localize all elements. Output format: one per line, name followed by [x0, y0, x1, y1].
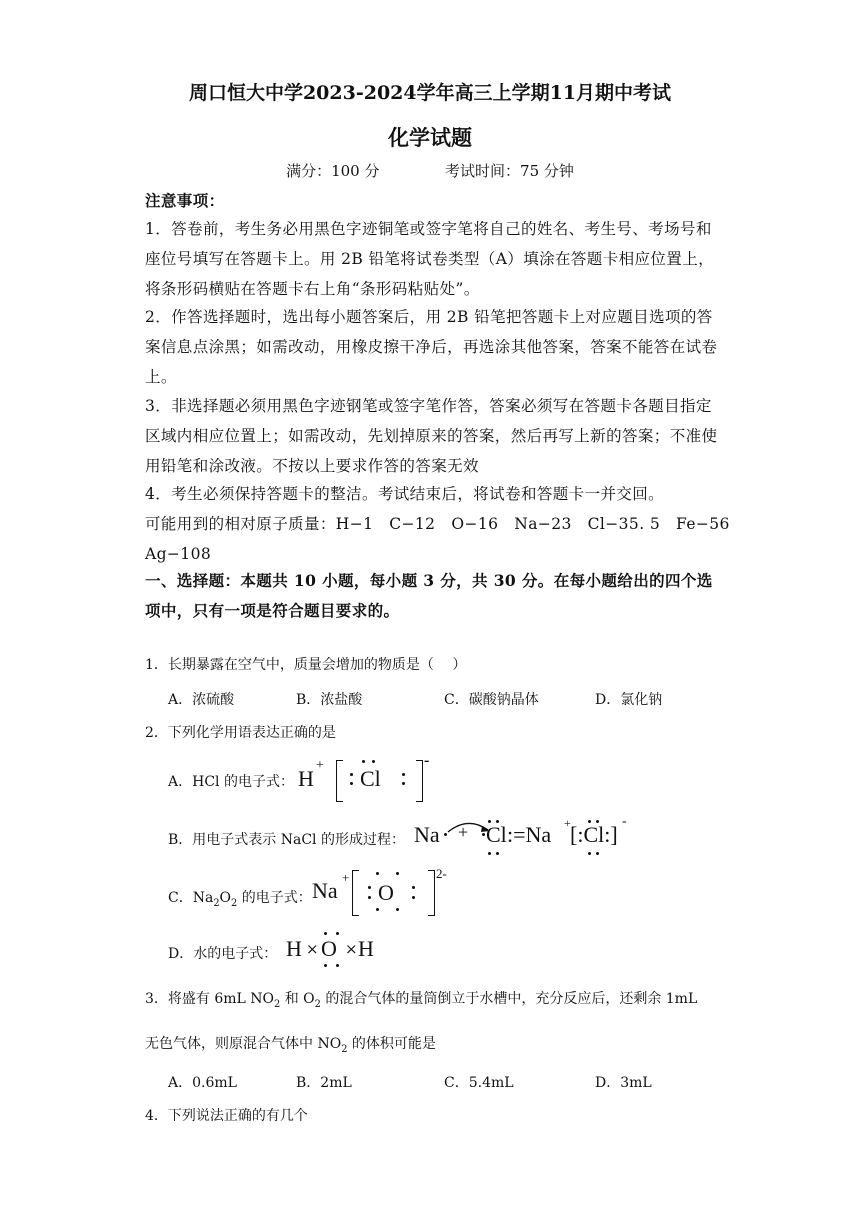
q1-stem: 1．长期暴露在空气中，质量会增加的物质是（ ）	[145, 657, 467, 673]
cl-atom: Cl	[360, 766, 381, 791]
h-atom: H	[358, 936, 374, 961]
na-charge: +	[342, 870, 350, 885]
equals-na: :=Na	[507, 822, 552, 847]
q3-option-b: B．2mL	[296, 1075, 352, 1091]
exam-subtitle: 化学试题	[388, 125, 472, 150]
notice-item-1: 1．答卷前，考生务必用黑色字迹铜笔或签字笔将自己的姓名、考生号、考场号和座位号填写在答题卡上。用 2B 铅笔将试卷类型（A）填涂在答题卡相应位置上，将条形码横贴在答题卡右上角“条形码粘贴处”。	[145, 220, 715, 298]
na-atom: Na	[312, 878, 338, 903]
q2-b-formation-process	[414, 814, 634, 860]
o-atom: O	[321, 936, 337, 961]
q2-option-b-label: B．用电子式表示 NaCl 的形成过程：	[168, 832, 405, 848]
shared-electron-icon: ×	[345, 940, 358, 958]
cl-charge: -	[424, 752, 430, 769]
q3-option-a: A．0.6mL	[168, 1075, 237, 1091]
exam-meta	[0, 160, 860, 181]
chloride-ion: [:Cl:]	[570, 822, 618, 847]
q2-stem: 2．下列化学用语表达正确的是	[145, 725, 336, 741]
exam-title: 周口恒大中学2023-2024学年高三上学期11月期中考试	[188, 82, 672, 104]
chloride-charge: -	[622, 814, 627, 829]
q3-stem-cont: 无色气体，则原混合气体中 $NO_2$ 的体积可能是	[145, 1036, 436, 1055]
atomic-masses: 可能用到的相对原子质量：H−1 C−12 O−16 Na−23 Cl−35. 5 Fe−56	[145, 515, 730, 533]
q1-option-b: B．浓盐酸	[296, 692, 363, 708]
exam-time: 考试时间：75 分钟	[445, 162, 574, 180]
q1-option-d: D．氯化钠	[595, 692, 663, 708]
h-atom: H	[298, 766, 314, 791]
plus-sign: +	[458, 822, 469, 842]
q3-option-c: C．5.4mL	[444, 1075, 514, 1091]
q3-option-d: D．3mL	[595, 1075, 652, 1091]
notice-item-3: 3．非选择题必须用黑色字迹钢笔或签字笔作答，答案必须写在答题卡各题目指定区域内相应位置上；如需改动，先划掉原来的答案，然后再写上新的答案；不准使用铅笔和涂改液。不按以上要求作答的答案无效	[145, 397, 718, 475]
cl-atom: Cl	[486, 822, 507, 847]
q2-option-d-label: D．水的电子式：	[168, 946, 278, 962]
h-atom: H	[286, 936, 302, 961]
atomic-masses-cont: Ag−108	[145, 545, 212, 563]
h-charge: +	[316, 758, 324, 773]
full-score: 满分：100 分	[286, 162, 380, 180]
q2-c-electron-formula	[312, 866, 462, 918]
na-charge: +	[564, 816, 571, 830]
q2-option-c-label: C．$Na_2O_2$ 的电子式：	[168, 890, 312, 909]
q4-stem: 4．下列说法正确的有几个	[145, 1108, 308, 1124]
na-atom: Na	[414, 822, 440, 847]
q1-option-c: C．碳酸钠晶体	[444, 692, 539, 708]
q1-option-a: A．浓硫酸	[168, 692, 235, 708]
notice-heading: 注意事项：	[145, 191, 225, 210]
peroxide-charge: 2-	[436, 866, 447, 881]
notice-item-2: 2．作答选择题时，选出每小题答案后，用 2B 铅笔把答题卡上对应题目选项的答案信息点涂黑；如需改动，用橡皮擦干净后，再选涂其他答案，答案不能答在试卷上。	[145, 308, 718, 386]
q3-stem: 3．将盛有 6mL $NO_2$ 和 $O_2$ 的混合气体的量筒倒立于水槽中，充分反应后，还剩余 1mL	[145, 991, 698, 1010]
q2-d-electron-formula	[286, 930, 396, 970]
q2-option-a-label: A．HCl 的电子式：	[168, 774, 294, 790]
section-heading: 一、选择题：本题共 10 小题，每小题 3 分，共 30 分。在每小题给出的四个选项中，只有一项是符合题目要求的。	[145, 571, 713, 620]
q2-a-electron-formula	[298, 752, 438, 804]
o-atom: O	[378, 880, 394, 905]
notice-item-4: 4．考生必须保持答题卡的整洁。考试结束后，将试卷和答题卡一并交回。	[145, 485, 665, 503]
shared-electron-icon: ×	[306, 940, 319, 958]
